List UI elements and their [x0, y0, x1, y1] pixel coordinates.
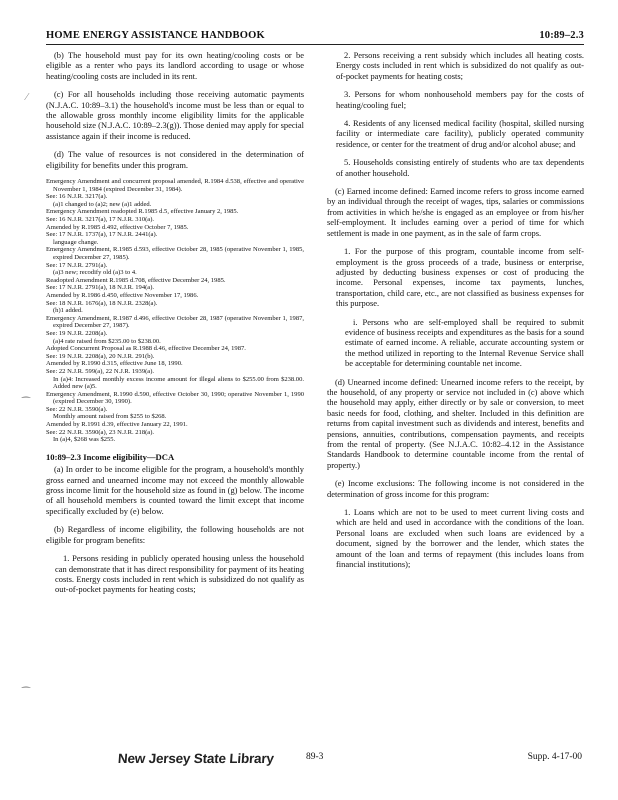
- history-entry: Emergency Amendment, R.1987 d.496, effective October 28, 1987 (operative November 1, 1987, expired December 27, 1987).: [46, 314, 304, 330]
- section-title: 10:89–2.3 Income eligibility—DCA: [46, 451, 175, 462]
- history-entry: See: 17 N.J.R. 1737(a), 17 N.J.R. 2441(a).: [46, 231, 158, 239]
- history-entry: Emergency Amendment, R.1985 d.593, effective October 28, 1985 (operative November 1, 1985, expired December 27, 1985).: [46, 246, 304, 261]
- page-number: 89-3: [306, 752, 324, 762]
- history-entry: Amended by R.1991 d.39, effective January 22, 1991.: [46, 421, 188, 429]
- section-paragraph-a: (a) In order to be income eligible for the program, a household's monthly gross earned and unearned income may not exceed the monthly allowable gross income limit for the household size as found in (g) below. The income of all household members is counted toward the limit except that income specifically excluded by (e) below.: [46, 464, 304, 516]
- history-entry: See: 22 N.J.R. 3590(a), 23 N.J.R. 218(a).: [46, 428, 155, 436]
- supplement-date: Supp. 4-17-00: [527, 752, 582, 762]
- history-entry: See: 18 N.J.R. 1676(a), 18 N.J.R. 2328(a).: [46, 299, 158, 307]
- history-entry: Amended by R.1990 d.315, effective June 18, 1990.: [46, 360, 183, 368]
- paragraph-b4: 4. Residents of any licensed medical facility (hospital, skilled nursing facility or intermediate care facility), publicly operated community residence, or center for the treatment of drug and/or alcohol abuse; and: [336, 118, 584, 149]
- margin-mark: ⁄: [26, 92, 28, 103]
- history-entry: Monthly amount raised from $255 to $268.: [53, 413, 167, 421]
- margin-mark: ⁀: [22, 688, 31, 699]
- history-entry: Amended by R.1985 d.492, effective October 7, 1985.: [46, 223, 189, 231]
- paragraph-c1: 1. For the purpose of this program, countable income from self-employment is the gross proceeds of a trade, business or enterprise, adjusted by deducting business expenses or cost of producing the income. Personal expenses, income tax payments, lunches, transportation, child care, etc., are not classified as business expenses for this purpose.: [336, 246, 584, 309]
- paragraph-b2: 2. Persons receiving a rent subsidy which includes all heating costs. Energy costs included in rent which is subsidized do not qualify as out-of-pocket payments for heating costs;: [336, 50, 584, 81]
- history-entry: (a)4 rate raised from $235.00 to $238.00.: [53, 337, 161, 345]
- history-entry: Emergency Amendment, R.1990 d.590, effective October 30, 1990; operative November 1, 1990 (expired December 30, 1990).: [46, 390, 304, 406]
- history-entry: See: 16 N.J.R. 3217(a).: [46, 193, 108, 201]
- history-entry: (a)1 changed to (a)2; new (a)1 added.: [53, 200, 152, 208]
- history-entry: See: 19 N.J.R. 2208(a).: [46, 329, 108, 337]
- history-entry: See: 19 N.J.R. 2208(a), 20 N.J.R. 291(b).: [46, 352, 155, 360]
- section-number: 10:89–2.3: [539, 30, 584, 41]
- paragraph-e-exclusions: (e) Income exclusions: The following income is not considered in the determination of gross income for this program:: [327, 478, 584, 499]
- history-entry: In (a)4, $268 was $255.: [53, 436, 116, 444]
- paragraph-d-unearned-income: (d) Unearned income defined: Unearned income refers to the receipt, by the household, of any property or service not included in (c) above which the household may apply, either directly or by sale or conversion, to meet basic needs for food, clothing, and shelter. Included in this definition are returns from capital investment such as dividends and interest, benefits and pensions, annuities, contributions, compensation payments, and receipts from the rental of property. (See N.J.A.C. 10:82–4.12 in the Assistance Standards Handbook to determine countable income from the rental of property.): [327, 376, 584, 470]
- paragraph-e1: 1. Loans which are not to be used to meet current living costs and which are held and used in accordance with the conditions of the loan. Personal loans are excluded when such loans are evidenced by a document, signed by the borrower and the lender, which states the amount of the loan and terms of repayment (this includes loans from financial institutions);: [336, 507, 584, 570]
- running-header: [46, 30, 584, 41]
- history-entry: See: 17 N.J.R. 2791(a), 18 N.J.R. 194(a).: [46, 284, 155, 292]
- history-entry: Readopted Amendment R.1985 d.708, effective December 24, 1985.: [46, 276, 226, 284]
- history-entry: See: 16 N.J.R. 3217(a), 17 N.J.R. 310(a).: [46, 216, 155, 224]
- history-entry: language change.: [53, 238, 99, 246]
- section-paragraph-b: (b) Regardless of income eligibility, the following households are not eligible for program benefits:: [46, 524, 304, 545]
- right-column: [327, 50, 584, 577]
- history-entry: See: 17 N.J.R. 2791(a).: [46, 261, 108, 269]
- amendment-history: [46, 178, 304, 444]
- paragraph-c1i: i. Persons who are self-employed shall be required to submit evidence of business receipts and expenditures as the basis for a sound estimate of earned income. A reliable, accurate accounting system or the method utilized in reporting to the Internal Revenue Service shall be acceptable for determining countable net income.: [345, 316, 584, 369]
- history-entry: Emergency Amendment and concurrent proposal amended, R.1984 d.538, effective and operative November 1, 1984 (expired December 31, 1984).: [46, 178, 304, 193]
- header-rule: [46, 44, 584, 45]
- history-entry: See: 22 N.J.R. 3590(a).: [46, 405, 108, 413]
- history-entry: (h)1 added.: [53, 307, 83, 315]
- history-entry: (a)3 new; recodify old (a)3 to 4.: [53, 269, 137, 277]
- library-stamp: New Jersey State Library: [117, 751, 275, 766]
- paragraph-b5: 5. Households consisting entirely of students who are tax dependents of another household.: [336, 157, 584, 178]
- margin-mark: ⁀: [22, 398, 31, 409]
- left-column: [46, 50, 304, 603]
- handbook-title: HOME ENERGY ASSISTANCE HANDBOOK: [46, 30, 265, 41]
- history-entry: See: 22 N.J.R. 599(a), 22 N.J.R. 1939(a).: [46, 367, 155, 375]
- paragraph-c: (c) For all households including those receiving automatic payments (N.J.A.C. 10:89–3.1) the household's income must be less than or equal to the allowable gross monthly income eligibility limits for the applicable household size (N.J.A.C. 10:89–2.3(g)). Those denied may apply for special assistance again if their income is reduced.: [46, 89, 304, 141]
- history-entry: In (a)4: Increased monthly excess income amount for illegal aliens to $255.00 from $238.00. Added new (a)5.: [53, 375, 304, 391]
- history-entry: Adopted Concurrent Proposal as R.1988 d.46, effective December 24, 1987.: [46, 345, 246, 353]
- paragraph-b: (b) The household must pay for its own heating/cooling costs or be eligible as a renter who pays its landlord according to usage or whose heating/cooling costs are included in its rent.: [46, 50, 304, 81]
- paragraph-c-earned-income: (c) Earned income defined: Earned income refers to gross income earned by an individual through the receipt of wages, tips, salaries or commissions from activities in which he/she is engaged as an employee or from his/her self-employment. It includes earning over a period of time for which settlement is made in one payment, as in the sale of farm crops.: [327, 186, 584, 238]
- history-entry: Emergency Amendment readopted R.1985 d.5, effective January 2, 1985.: [46, 208, 239, 216]
- history-entry: Amended by R.1986 d.450, effective November 17, 1986.: [46, 291, 199, 299]
- paragraph-d: (d) The value of resources is not considered in the determination of eligibility for benefits under this program.: [46, 149, 304, 170]
- section-paragraph-b1: 1. Persons residing in publicly operated housing unless the household can demonstrate that it has direct responsibility for payment of its heating costs. Energy costs included in rent which is subsidized do not qualify as out-of-pocket payments for heating costs;: [55, 553, 304, 595]
- paragraph-b3: 3. Persons for whom nonhousehold members pay for the costs of heating/cooling fuel;: [336, 89, 584, 110]
